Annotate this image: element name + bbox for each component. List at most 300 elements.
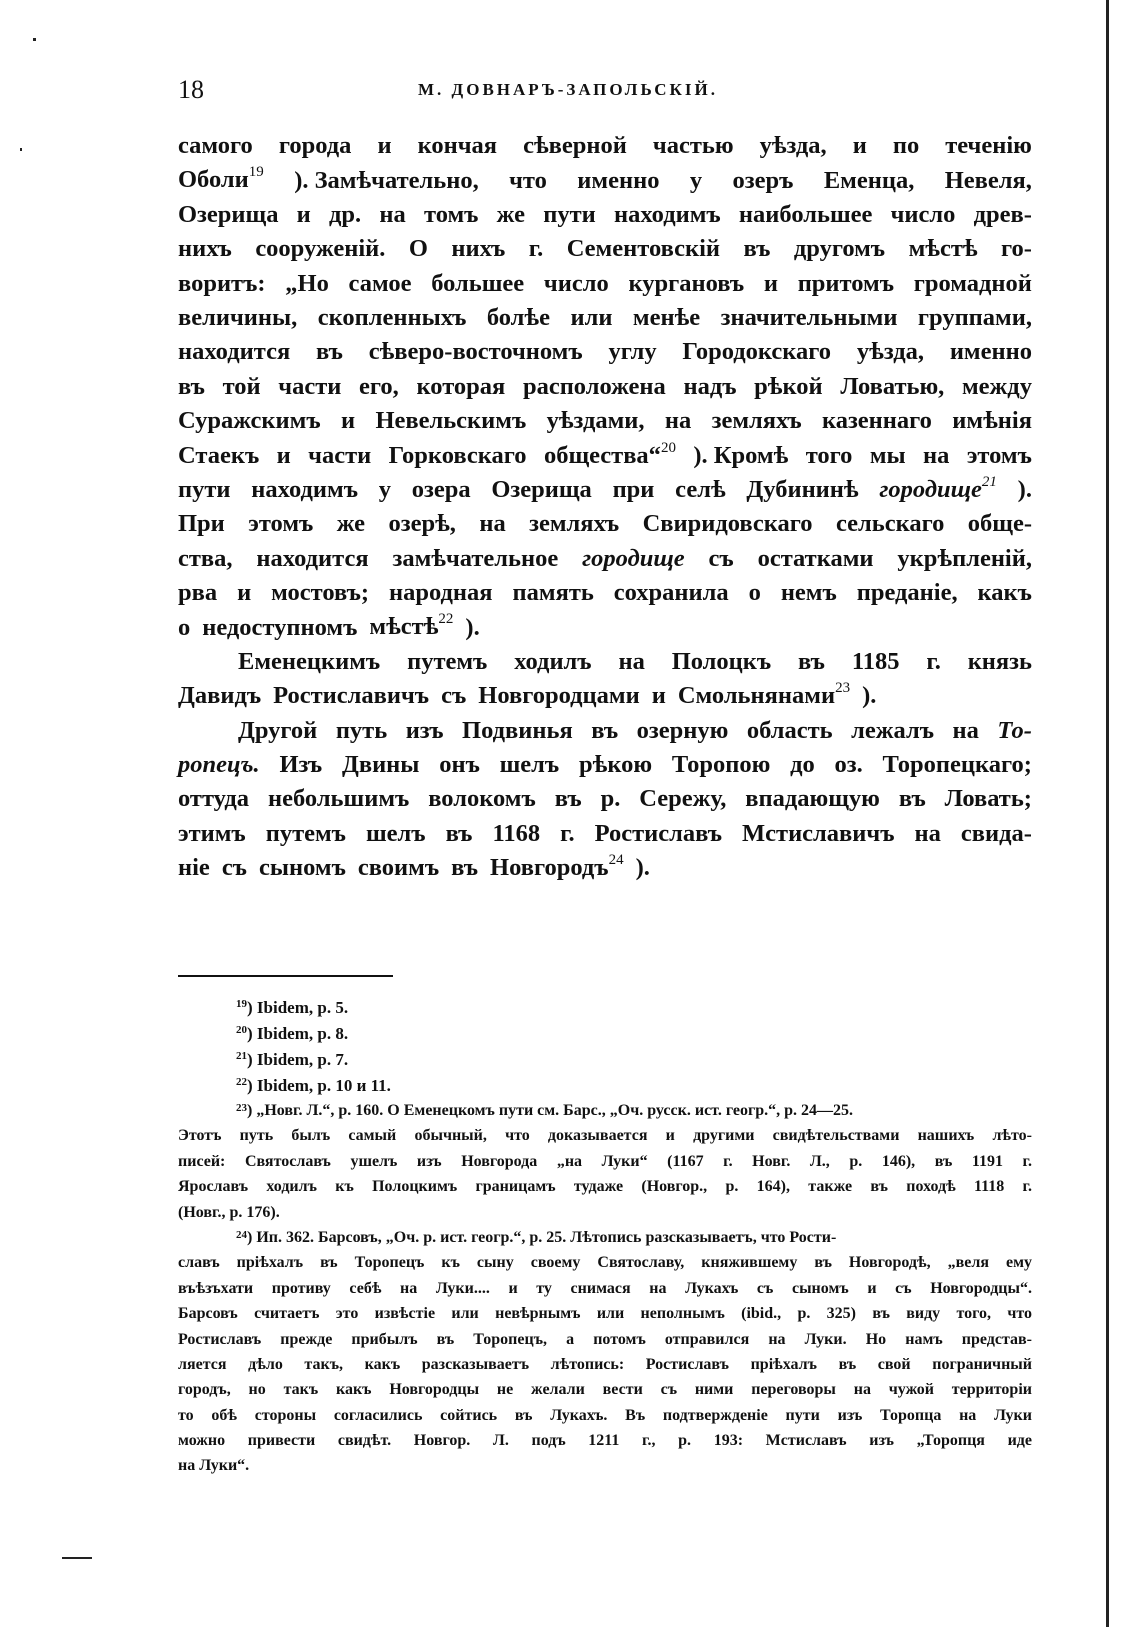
word [451,235,505,263]
word-text: число [543,269,609,297]
text-line [178,682,1032,716]
footnote-text: то обѣ стороны согласились сойтись въ Лукахъ. Въ подтвержденіе пути изъ Торопца на Луки [178,1406,1032,1424]
word [178,270,266,298]
footnote-23 [178,1102,1032,1229]
word-text: что [509,166,547,194]
word [500,751,560,779]
word-text: въ [743,235,771,263]
word-text: князь [967,647,1032,675]
word [389,579,493,607]
word [1018,476,1032,504]
word [266,820,346,848]
word-text: кургановъ [628,269,745,297]
word [178,785,249,813]
word-text: Горковскаго [388,441,527,469]
margin-mark [20,148,22,151]
word [202,614,357,642]
word-text: и [852,132,867,159]
word [682,338,831,366]
word-text: Смольнянами [677,682,836,710]
word-text: о [748,579,761,607]
word-text: др. [329,200,362,228]
word [409,235,428,263]
word [764,270,778,298]
word-text: ). [465,613,480,641]
word [259,854,346,882]
word-text: на [618,647,645,675]
word [758,545,874,573]
word [222,854,247,882]
word [652,682,666,710]
word-text: самое [348,269,412,297]
page-header [178,75,1032,115]
word [746,476,858,504]
footnote-line [178,1254,1032,1279]
word [926,648,941,676]
word [857,579,958,607]
word [336,717,387,745]
word [349,270,412,298]
text-line [178,201,1032,235]
word [479,510,505,538]
word [577,167,659,195]
text-line [178,473,1032,510]
word-text: самого [178,132,253,159]
word [543,439,676,470]
word-text: озера [411,476,471,504]
word-text: То- [997,716,1032,744]
footnote-ref: 24 [608,852,624,869]
word [529,510,619,538]
word [178,510,225,538]
word [739,201,872,229]
word [497,201,525,229]
word-text: ). Кромѣ [693,441,789,469]
footnote-text: ) Ibidem, p. 5. [247,998,349,1017]
word [798,270,894,298]
word [223,373,261,401]
word-text: городище [582,544,685,572]
footnote-line [178,1331,1032,1356]
margin-mark [33,38,36,41]
word-text: г. [926,647,941,675]
word-text: рѣкой [754,372,823,400]
text-line [178,579,1032,613]
word [781,579,837,607]
word-text: воритъ: [178,269,266,297]
word [178,304,297,332]
footnote-line [178,1153,1032,1178]
word-text: сѣверо-восточномъ [368,338,583,366]
word-text: этомъ [966,441,1032,469]
word-text: древ- [973,200,1032,228]
word [178,751,260,779]
word [424,201,478,229]
word [238,717,317,745]
word-text: въ [798,647,825,675]
footnote-text: (Новг., р. 176). [178,1203,280,1221]
word-text: и [237,579,252,607]
word-text: Ростиславъ [594,819,723,847]
word-text: Давидъ [178,682,262,710]
word [683,373,736,401]
word [961,820,1032,848]
word-text: лежалъ [851,716,934,744]
footnote-19 [178,998,1032,1024]
word-text: сохранила [613,579,729,607]
word-text: кончая [417,132,498,159]
word [608,338,656,366]
word [178,579,217,607]
word [733,167,794,195]
word-text: Новгородъ [490,854,609,882]
word-text: обще- [967,510,1032,538]
word-text: скопленныхъ [317,303,467,331]
page-edge [1106,0,1109,1627]
word [389,442,527,470]
word [851,717,934,745]
text-line [178,820,1032,854]
word [446,820,473,848]
word [945,132,1032,160]
word-text: „Но [285,269,329,297]
word-text: память [512,579,594,607]
word-text: Городокскаго [682,338,832,366]
footnote-line [178,1432,1032,1457]
word [891,201,956,229]
word [237,579,251,607]
text-line [178,166,1032,200]
word-text: этомъ [248,510,314,538]
footnote-text: ) Ип. 362. Барсовъ, „Оч. р. ист. геогр.“, р. 25. Лѣтопись разсказываетъ, что Рости- [247,1228,837,1246]
word [582,545,685,573]
word [523,373,666,401]
word-text: Торопою [671,751,771,779]
word [248,510,313,538]
word-text: того [805,441,853,469]
word-text: онъ [439,751,480,779]
word [337,510,365,538]
footnote-21 [178,1050,1032,1076]
word [824,167,915,195]
text-line [178,751,1032,785]
word [513,579,594,607]
word-text: земляхъ [529,510,620,538]
word-text: путемъ [407,647,488,675]
word [822,407,932,435]
word [492,820,540,848]
word [178,373,205,401]
word-text: части [278,372,342,400]
word [690,167,702,195]
word [852,648,900,676]
word-text: и [296,200,311,228]
word [883,751,1032,779]
word [915,820,941,848]
word-text: озерѣ, [388,510,456,538]
word-text: теченію [945,132,1032,159]
word [962,373,1032,401]
word-text: и [651,682,666,710]
word [294,167,479,195]
word-text: громадной [913,269,1032,297]
word [465,614,479,642]
word [601,785,621,813]
footnote-text: писей: Святославъ ушелъ изъ Новгорода „на Луки“ (1167 г. Новг. Л., р. 146), въ 1191 г. [178,1152,1032,1170]
footnote-number: 24 [236,1228,247,1241]
word [1001,235,1032,263]
text-line [178,373,1032,407]
footnote-number: 19 [236,998,247,1010]
word-text: ). [1017,476,1032,504]
footnote-rule [178,975,393,977]
word [342,751,419,779]
word [379,476,391,504]
word [358,854,439,882]
word [491,476,591,504]
word-text: озеръ [732,166,794,194]
word [835,751,863,779]
word-text: ніе [178,854,210,882]
word-text: значительными [720,303,898,331]
word-text: казеннаго [821,407,932,435]
text-line [178,407,1032,441]
word-text: какъ [977,579,1032,607]
word [614,579,729,607]
word [749,579,761,607]
text-line [178,613,1032,647]
word [462,717,573,745]
word [978,579,1032,607]
word-text: углу [608,338,657,366]
word-text: путемъ [265,819,346,847]
word [618,648,644,676]
word-text: уѣзда, [856,338,924,366]
word [509,167,547,195]
footnote-text: на Луки“. [178,1457,250,1475]
text-line [178,785,1032,819]
word-text: Озерища [178,200,279,228]
word [451,854,478,882]
word-text: Невеля, [944,166,1032,194]
footnote-line [178,1178,1032,1203]
word-text: въ [178,372,205,400]
word-text: частью [652,132,734,159]
word-text: находится [256,544,369,572]
footnote-text: ) „Новг. Л.“, p. 160. О Еменецкомъ пути см. Барс., „Оч. русск. ист. геогр.“, p. 24—25. [247,1102,854,1119]
footnote-number: 21 [236,1050,247,1062]
word [853,132,867,160]
word [490,854,624,882]
word-text: Сементовскій [566,235,721,263]
footnote-22 [178,1076,1032,1102]
footnote-text: ляется дѣло такъ, какъ разсказываетъ лѣтопись: Ростиславъ пріѣхалъ въ свой пограничный [178,1355,1032,1373]
word [543,201,596,229]
word [721,304,898,332]
word-text: группами, [917,303,1032,331]
word-text: о [178,613,191,641]
word [628,270,744,298]
word [639,785,726,813]
word [945,167,1032,195]
word [836,510,944,538]
word [633,304,700,332]
word-text: болѣе [486,303,550,331]
word-text: укрѣпленій, [897,544,1032,572]
word-text: ). Замѣчательно, [294,166,479,194]
word [178,338,290,366]
text-line [178,717,1032,751]
word [555,785,582,813]
footnote-ref: 19 [248,164,264,181]
word [285,270,329,298]
word-text: своимъ [357,854,440,882]
word-text: между [961,372,1032,400]
word [277,442,291,470]
word-text: Невельскимъ [375,407,527,435]
word-text: у [378,476,391,504]
word-text: мостовъ; [271,579,370,607]
word [439,751,480,779]
word [893,132,919,160]
word [790,751,815,779]
word-text: сыномъ [258,854,346,882]
word [478,682,639,710]
word-text: волокомъ [428,785,536,813]
word [238,648,380,676]
word [579,751,652,779]
word [369,338,583,366]
word [794,235,885,263]
word-text: же [336,510,366,538]
word-text: или [570,303,613,331]
word [178,132,253,160]
word-text: въ [898,785,926,813]
word [341,407,355,435]
word [870,442,906,470]
word-text: томъ [423,200,479,228]
word-text: величины, [178,303,298,331]
word [178,614,190,642]
word [407,648,487,676]
word-text: сельскаго [835,510,945,538]
word-text: область [746,716,833,744]
word-text: Озерища [491,476,592,504]
body-text [178,132,1032,889]
footnote-line [178,1407,1032,1432]
word [278,373,341,401]
word-text: Оболи [178,166,249,194]
word-text: наибольшее [738,200,873,228]
word-text: большее [431,269,525,297]
word [678,682,850,710]
word-text: въ [591,716,619,744]
word [862,682,876,710]
word-text: Дубининѣ [746,476,859,504]
word [952,407,1032,435]
word-text: 1168 [492,819,541,847]
word-text: у [689,166,703,194]
word [514,648,591,676]
text-line [178,648,1032,682]
word-text: Еменецкимъ [238,647,381,675]
word [747,717,833,745]
word-text: Ростиславичъ [273,682,430,710]
word [760,132,827,160]
word [712,407,802,435]
text-line [178,270,1032,304]
word-text: именно [577,166,660,194]
word [840,373,944,401]
word-text: земляхъ [711,407,802,435]
word [544,270,609,298]
text-line [178,132,1032,166]
word [366,820,426,848]
word [672,751,770,779]
word-text: при [612,476,655,504]
word-text: менѣе [632,303,701,331]
word-text: имѣнія [952,407,1032,435]
word [392,545,558,573]
word [178,235,232,263]
word-text: пути [178,476,231,504]
word-text: мѣстѣ [908,235,978,263]
word-text: г. [560,819,575,847]
word-text: притомъ [797,269,895,297]
running-head: М. ДОВНАРЪ-ЗАПОЛЬСКІЙ. [418,80,718,99]
word-text: народная [389,579,493,607]
word-text: шелъ [499,751,560,779]
word [268,785,409,813]
word [523,132,627,160]
word [255,235,385,263]
word [406,717,444,745]
footnote-text: Барсовъ считаетъ это извѣстіе или невѣрнымъ или неполнымъ (ibid., р. 325) въ виду того, что [178,1305,1032,1323]
word [665,407,691,435]
word [636,854,650,882]
word-text: пути [543,200,596,228]
word-text: уѣздами, [546,407,645,435]
text-line [178,854,1032,888]
footnote-text: Ярославъ ходилъ къ Полоцкимъ границамъ тудаже (Новгор., р. 164), также въ походѣ 1118 г. [178,1178,1032,1196]
word-text: замѣчательное [392,544,559,572]
word [899,785,926,813]
word-text: Изъ [279,751,323,779]
word [950,338,1032,366]
word-text: шелъ [365,819,426,847]
word [178,166,264,194]
word-text: по [892,132,920,159]
word [256,545,368,573]
word-text: Мстиславичъ [742,819,895,847]
word [953,717,979,745]
word [547,407,645,435]
word [441,682,466,710]
word [923,442,949,470]
word [431,270,524,298]
word [997,717,1032,745]
word [178,476,231,504]
word [968,648,1032,676]
word [614,201,721,229]
word-text: въ [445,819,473,847]
word [316,338,343,366]
text-line [178,235,1032,269]
word-text: находимъ [251,476,358,504]
word-text: Полоцкъ [671,647,772,675]
word-text: Стаекъ [178,441,260,469]
word [643,510,813,538]
